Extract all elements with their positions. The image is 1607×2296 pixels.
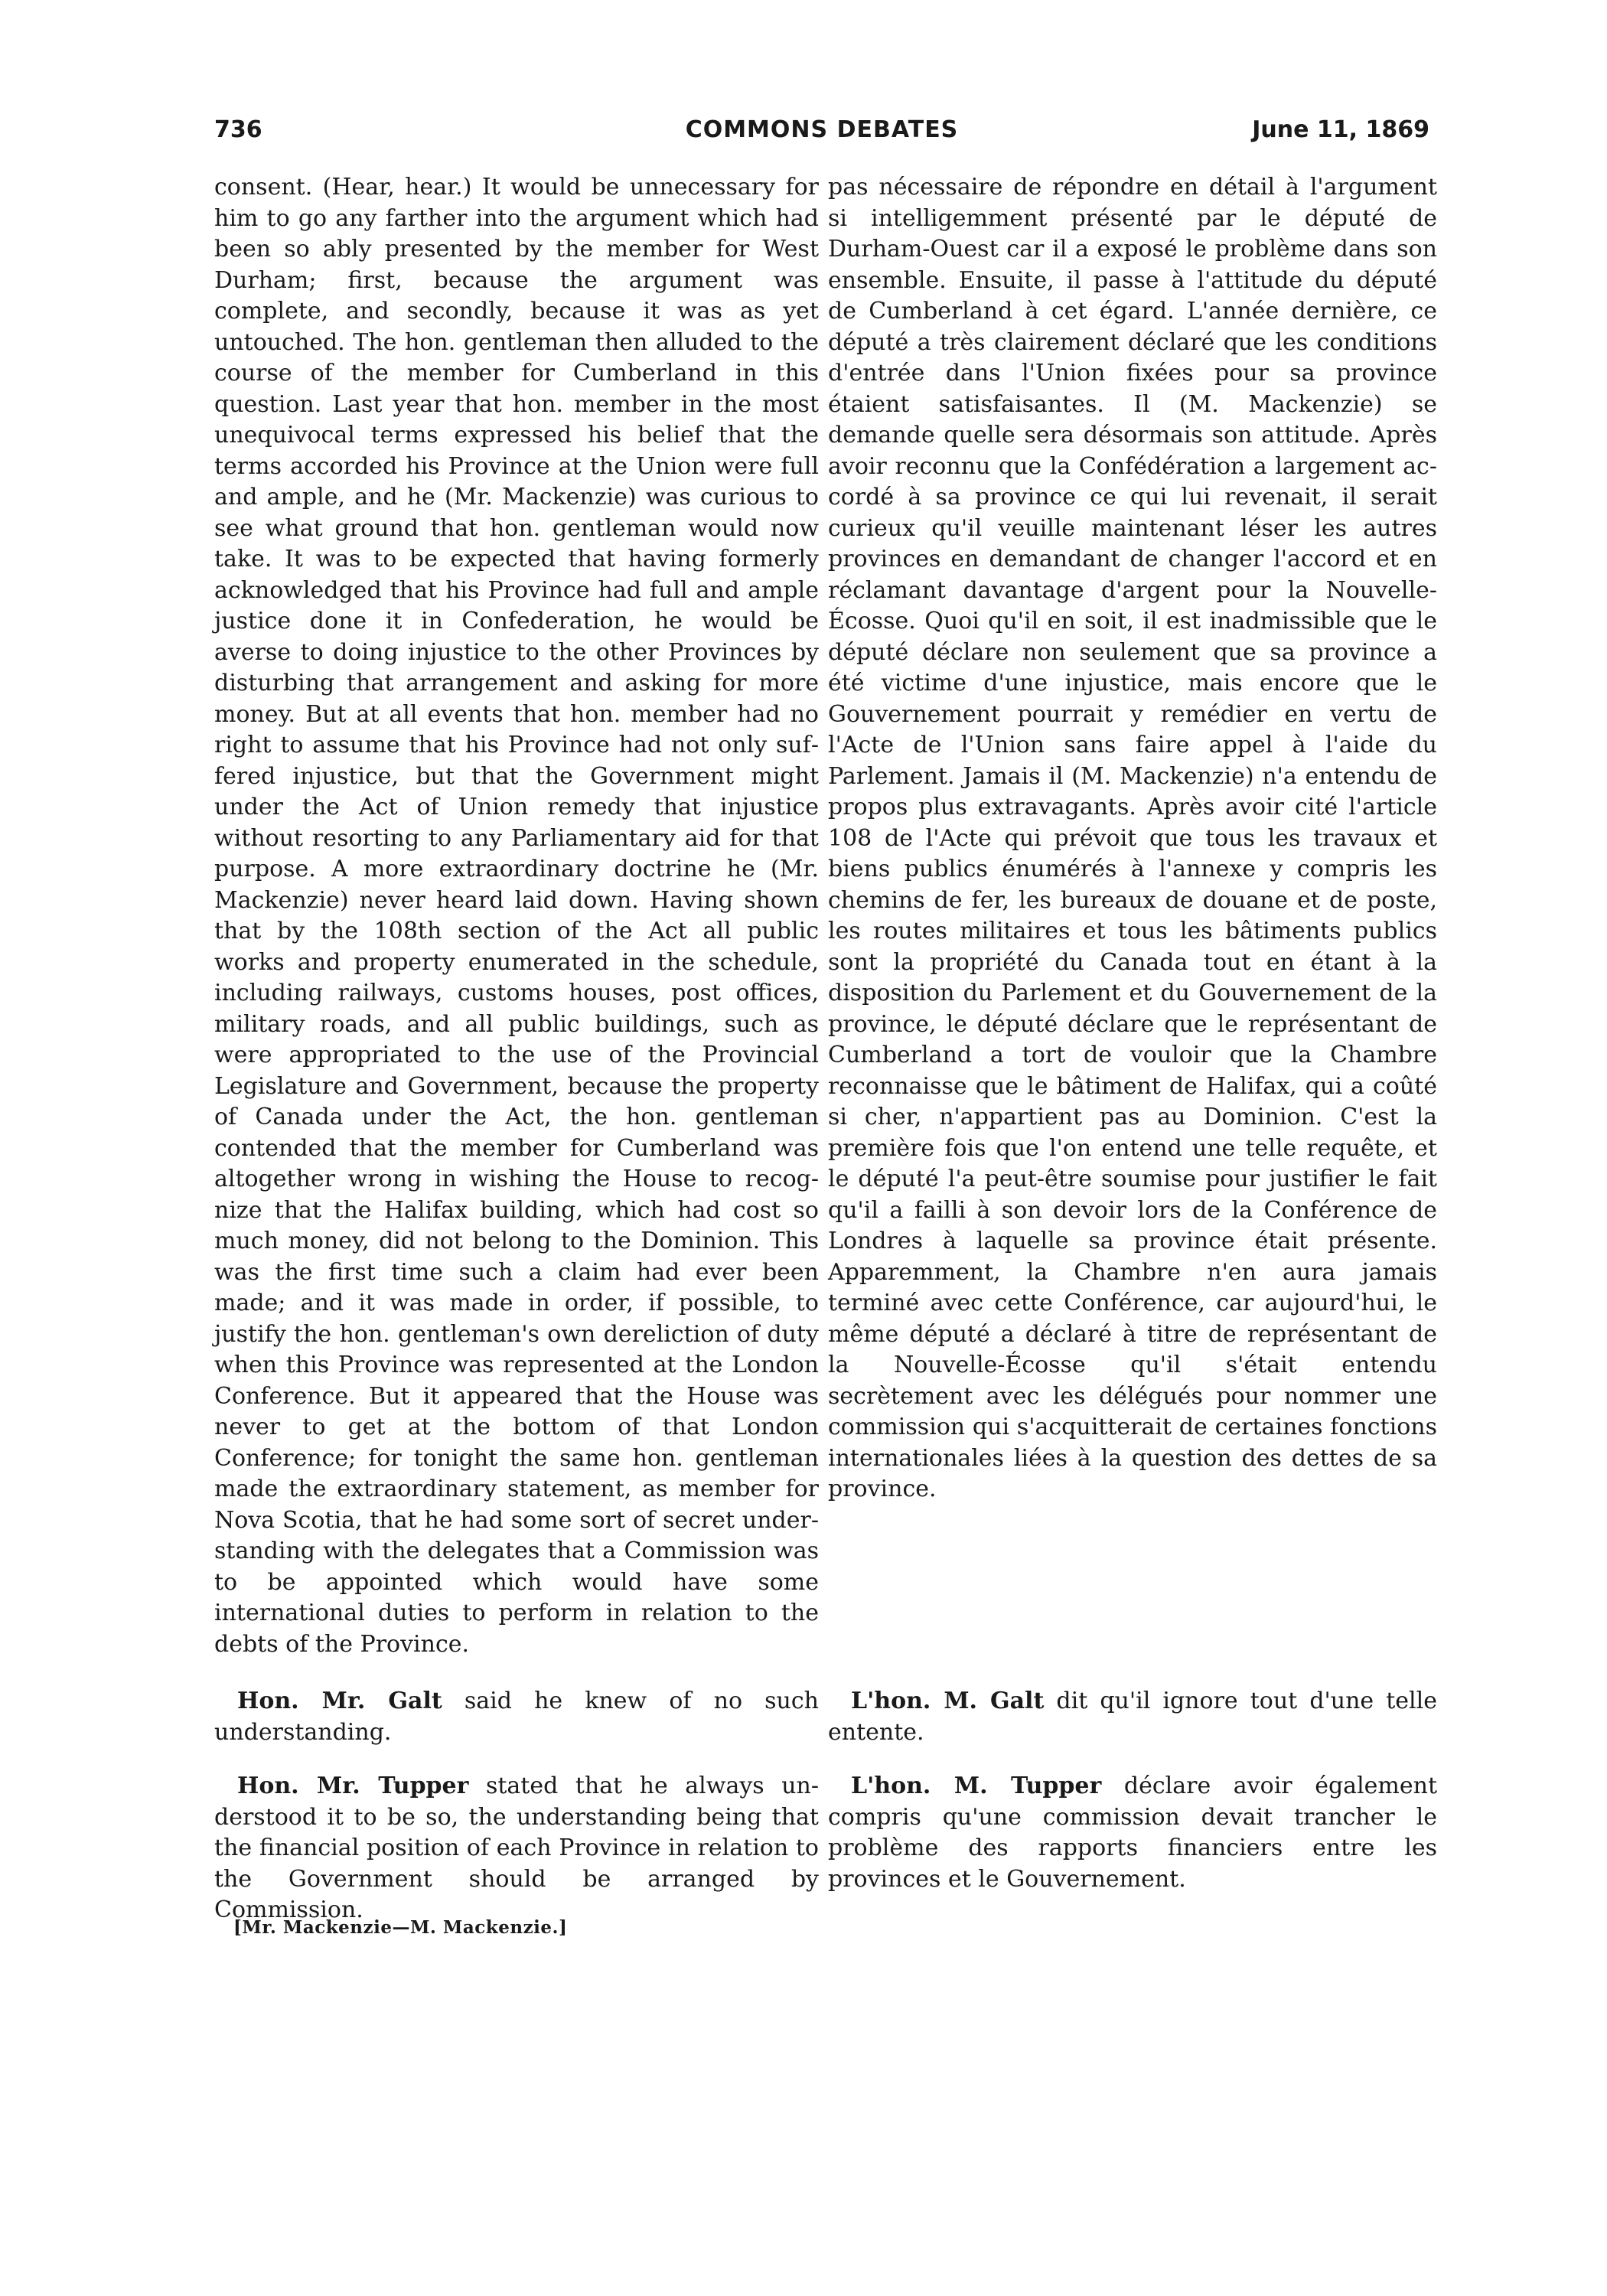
french-column [828,172,1437,1505]
french-speeches [828,1686,1437,1895]
french-galt-paragraph [828,1686,1437,1748]
page-number: 736 [214,116,262,143]
english-galt-paragraph [214,1686,819,1748]
speech-text: déclare avoir également compris qu'une commission devait trancher le problème des rapports financiers entre les provinces et le Gouvernement. [828,1773,1437,1893]
speaker-name: Hon. Mr. Tupper [237,1773,469,1799]
speaker-name: Hon. Mr. Galt [237,1688,442,1714]
page-header [214,116,1429,155]
page-title: COMMONS DEBATES [685,116,959,143]
french-main-paragraph: pas nécessaire de répondre en détail à l'argument si intelligemment présenté par le député de Durham-Ouest car il a exposé le problème dans son ensemble. Ensuite, il passe à l'attitude du député de Cumberland à cet égard. L'année dernière, ce député a très clairement déclaré que les conditions d'entrée dans l'Union fixées pour sa province étaient satisfaisantes. Il (M. Mackenzie) se demande quelle sera désormais son attitude. Après avoir reconnu que la Confédération a largement accordé à sa province ce qui lui revenait, il serait curieux qu'il veuille maintenant léser les autres provinces en demandant de changer l'accord et en réclamant davantage d'argent pour la Nouvelle-Écosse. Quoi qu'il en soit, il est inadmissible que le député déclare non seulement que sa province a été victime d'une injustice, mais encore que le Gouvernement pourrait y remédier en vertu de l'Acte de l'Union sans faire appel à l'aide du Parlement. Jamais il (M. Mackenzie) n'a entendu de propos plus extravagants. Après avoir cité l'article 108 de l'Acte qui prévoit que tous les travaux et biens publics énumérés à l'annexe y compris les chemins de fer, les bureaux de douane et de poste, les routes militaires et tous les bâtiments publics sont la propriété du Canada tout en étant à la disposition du Parlement et du Gouvernement de la province, le député déclare que le représentant de Cumberland a tort de vouloir que la Chambre reconnaisse que le bâtiment de Halifax, qui a coûté si cher, n'appartient pas au Dominion. C'est la première fois que l'on entend une telle requête, et le député l'a peut-être soumise pour justifier le fait qu'il a failli à son devoir lors de la Conférence de Londres à laquelle sa province était présente. Apparemment, la Chambre n'en aura jamais terminé avec cette Conférence, car aujourd'hui, le même député a déclaré à titre de représentant de la Nouvelle-Écosse qu'il s'était entendu secrètement avec les délégués pour nommer une commission qui s'acquitterait de certaines fonctions internationales liées à la question des dettes de sa province. [828,174,1437,1502]
speaker-name: L'hon. M. Tupper [851,1773,1102,1799]
speech-text: stated that he always understood it to be so, the understanding being that the financial position of each Province in relation to the Government should be arranged by Commission. [214,1773,819,1923]
english-main-paragraph: consent. (Hear, hear.) It would be unnecessary for him to go any farther into the argument which had been so ably presented by the member for West Durham; first, because the argument was complete, and secondly, because it was as yet untouched. The hon. gentleman then alluded to the course of the member for Cumberland in this question. Last year that hon. member in the most unequivocal terms expressed his belief that the terms accorded his Province at the Union were full and ample, and he (Mr. Mackenzie) was curious to see what ground that hon. gentleman would now take. It was to be expected that having formerly acknowledged that his Province had full and ample justice done it in Confederation, he would be averse to doing injustice to the other Provinces by disturbing that arrangement and asking for more money. But at all events that hon. member had no right to assume that his Province had not only suffered injustice, but that the Government might under the Act of Union remedy that injustice without resorting to any Parliamentary aid for that purpose. A more extraordinary doctrine he (Mr. Mackenzie) never heard laid down. Having shown that by the 108th section of the Act all public works and property enumerated in the schedule, including railways, customs houses, post offices, military roads, and all public buildings, such as were appropriated to the use of the Provincial Legislature and Government, because the property of Canada under the Act, the hon. gentleman contended that the member for Cumberland was altogether wrong in wishing the House to recognize that the Halifax building, which had cost so much money, did not belong to the Dominion. This was the first time such a claim had ever been made; and it was made in order, if possible, to justify the hon. gentleman's own dereliction of duty when this Province was represented at the London Conference. But it appeared that the House was never to get at the bottom of that London Conference; for tonight the same hon. gentleman made the extraordinary statement, as member for Nova Scotia, that he had some sort of secret understanding with the delegates that a Commission was to be appointed which would have some international duties to perform in relation to the debts of the Province. [214,174,819,1658]
english-column [214,172,819,1660]
page-footer-speaker-note: [Mr. Mackenzie—M. Mackenzie.] [233,1917,568,1938]
speech-text: said he knew of no such understanding. [214,1688,820,1746]
english-speeches [214,1686,819,1926]
french-tupper-paragraph [828,1771,1437,1895]
page-date: June 11, 1869 [1252,116,1429,143]
english-tupper-paragraph [214,1771,819,1926]
speaker-name: L'hon. M. Galt [851,1688,1045,1714]
speech-text: dit qu'il ignore tout d'une telle entente. [828,1688,1437,1746]
